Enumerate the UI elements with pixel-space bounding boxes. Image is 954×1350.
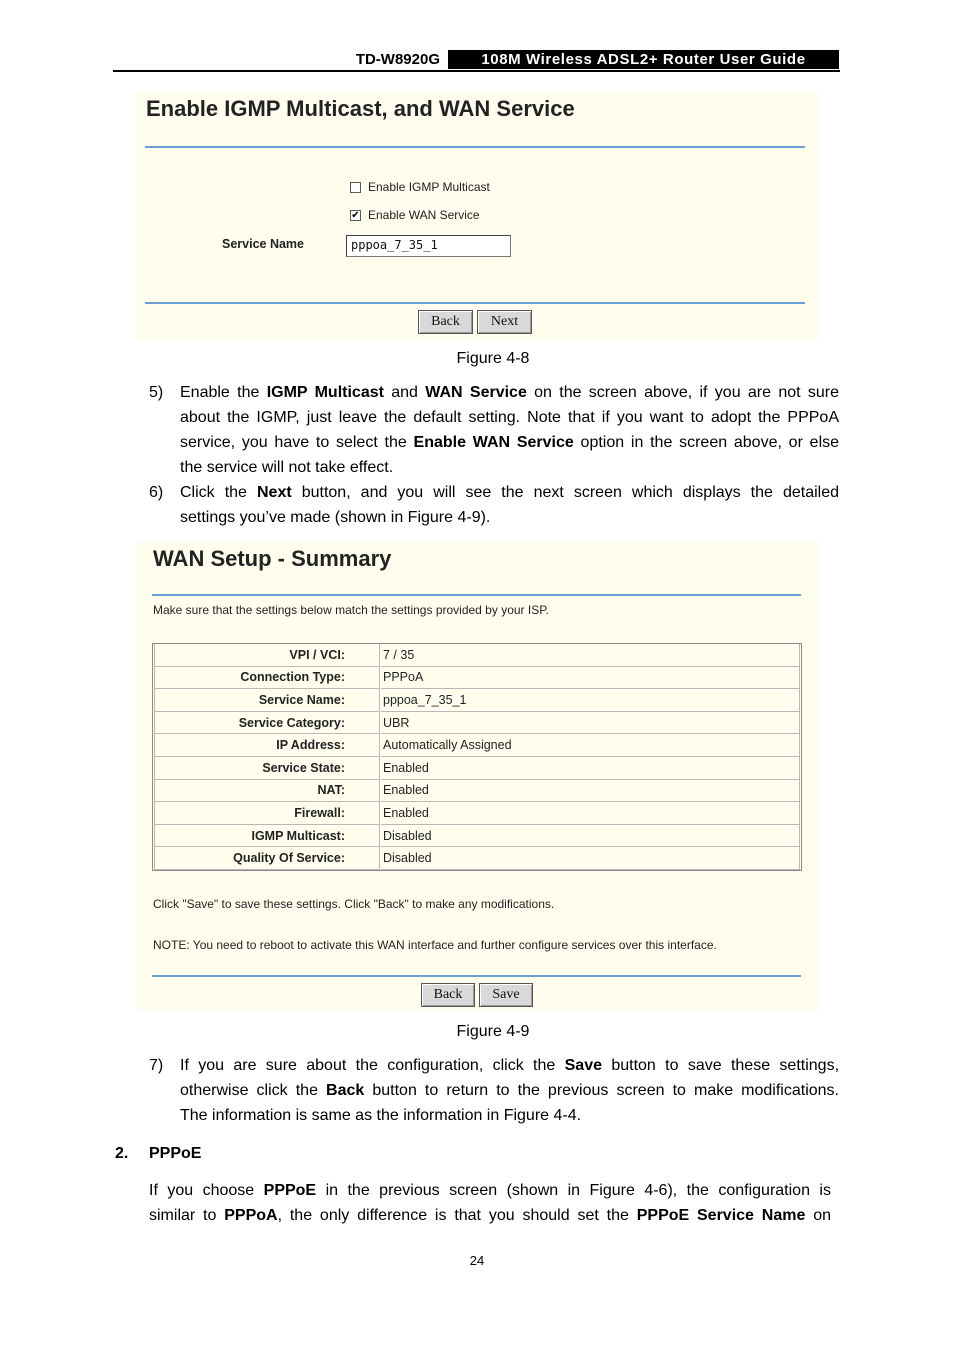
summary-row bbox=[154, 689, 800, 712]
summary-row-value: 7 / 35 bbox=[381, 644, 800, 667]
summary-row bbox=[154, 802, 800, 825]
summary-row-label: Service State: bbox=[154, 757, 380, 780]
summary-row-value: Enabled bbox=[381, 802, 800, 825]
summary-table bbox=[152, 643, 802, 871]
header-title: 108M Wireless ADSL2+ Router User Guide bbox=[448, 50, 839, 69]
summary-row-value: Enabled bbox=[381, 780, 800, 803]
figure-4-9-caption: Figure 4-9 bbox=[456, 1023, 530, 1040]
summary-row bbox=[154, 847, 800, 870]
igmp-multicast-checkbox[interactable] bbox=[350, 182, 361, 193]
summary-back-button[interactable]: Back bbox=[421, 983, 475, 1007]
summary-bottom-divider bbox=[152, 975, 801, 977]
step-6-number: 6) bbox=[149, 484, 164, 501]
reboot-note-text: NOTE: You need to reboot to activate this WAN interface and further configure services over this interface. bbox=[153, 938, 717, 952]
summary-row bbox=[154, 667, 800, 690]
summary-row-value: pppoa_7_35_1 bbox=[381, 689, 800, 712]
summary-row-label: IP Address: bbox=[154, 734, 380, 757]
summary-row-label: NAT: bbox=[154, 780, 380, 803]
igmp-wan-page-title: Enable IGMP Multicast, and WAN Service bbox=[146, 96, 575, 121]
summary-row-value: Disabled bbox=[381, 825, 800, 848]
summary-row-value: Automatically Assigned bbox=[381, 734, 800, 757]
bottom-divider bbox=[145, 302, 805, 304]
section-2-heading: PPPoE bbox=[149, 1145, 202, 1162]
summary-intro-text: Make sure that the settings below match the settings provided by your ISP. bbox=[153, 603, 549, 617]
step-6-text: Click the Next button, and you will see the next screen which displays the detailed settings you’ve made (shown in Figure 4-9). bbox=[180, 484, 840, 526]
service-name-label: Service Name bbox=[222, 237, 305, 251]
header-model: TD-W8920G bbox=[355, 51, 440, 68]
wan-service-checkbox[interactable]: ✔ bbox=[351, 210, 360, 221]
summary-row bbox=[154, 757, 800, 780]
step-7-number: 7) bbox=[149, 1057, 164, 1074]
summary-row-label: Firewall: bbox=[154, 802, 380, 825]
section-2-number: 2. bbox=[115, 1145, 129, 1162]
service-name-input[interactable]: pppoa_7_35_1 bbox=[346, 235, 511, 257]
summary-top-divider bbox=[152, 594, 801, 596]
summary-row-value: UBR bbox=[381, 712, 800, 735]
section-2-text: If you choose PPPoE in the previous screen (shown in Figure 4-6), the configuration is similar to PPPoA, the only difference is that you should set the PPPoE Service Name on bbox=[149, 1182, 832, 1224]
summary-row-label: IGMP Multicast: bbox=[154, 825, 380, 848]
igmp-multicast-label: Enable IGMP Multicast bbox=[368, 180, 490, 194]
top-divider bbox=[145, 146, 805, 148]
summary-row-label: Service Name: bbox=[154, 689, 380, 712]
summary-row-label: Quality Of Service: bbox=[154, 847, 380, 870]
summary-row-label: Connection Type: bbox=[154, 667, 380, 690]
header-rule bbox=[113, 70, 840, 72]
summary-row bbox=[154, 825, 800, 848]
page-number: 24 bbox=[469, 1253, 485, 1268]
summary-row-value: Disabled bbox=[381, 847, 800, 870]
next-button[interactable]: Next bbox=[477, 310, 532, 334]
wan-service-label: Enable WAN Service bbox=[368, 208, 480, 222]
wan-summary-page-title: WAN Setup - Summary bbox=[153, 546, 392, 571]
summary-row bbox=[154, 780, 800, 803]
summary-row-value: Enabled bbox=[381, 757, 800, 780]
summary-row bbox=[154, 734, 800, 757]
summary-save-button[interactable]: Save bbox=[479, 983, 533, 1007]
step-5-text: Enable the IGMP Multicast and WAN Service on the screen above, if you are not sure about the IGMP, just leave the default setting. Note that if you want to adopt the PPPoA service, you have to select the Enable WAN Service option in the screen above, or else the service will not take effect. bbox=[180, 384, 840, 476]
summary-row-value: PPPoA bbox=[381, 667, 800, 690]
step-7-text: If you are sure about the configuration, click the Save button to save these settings, otherwise click the Back button to return to the previous screen to make modifications. The information is same as the information in Figure 4-4. bbox=[180, 1057, 840, 1124]
summary-row bbox=[154, 644, 800, 667]
save-instruction-text: Click "Save" to save these settings. Click "Back" to make any modifications. bbox=[153, 897, 555, 911]
summary-row-label: Service Category: bbox=[154, 712, 380, 735]
summary-row-label: VPI / VCI: bbox=[154, 644, 380, 667]
back-button[interactable]: Back bbox=[418, 310, 473, 334]
step-5-number: 5) bbox=[149, 384, 164, 401]
summary-row bbox=[154, 712, 800, 735]
figure-4-8-caption: Figure 4-8 bbox=[456, 350, 530, 367]
